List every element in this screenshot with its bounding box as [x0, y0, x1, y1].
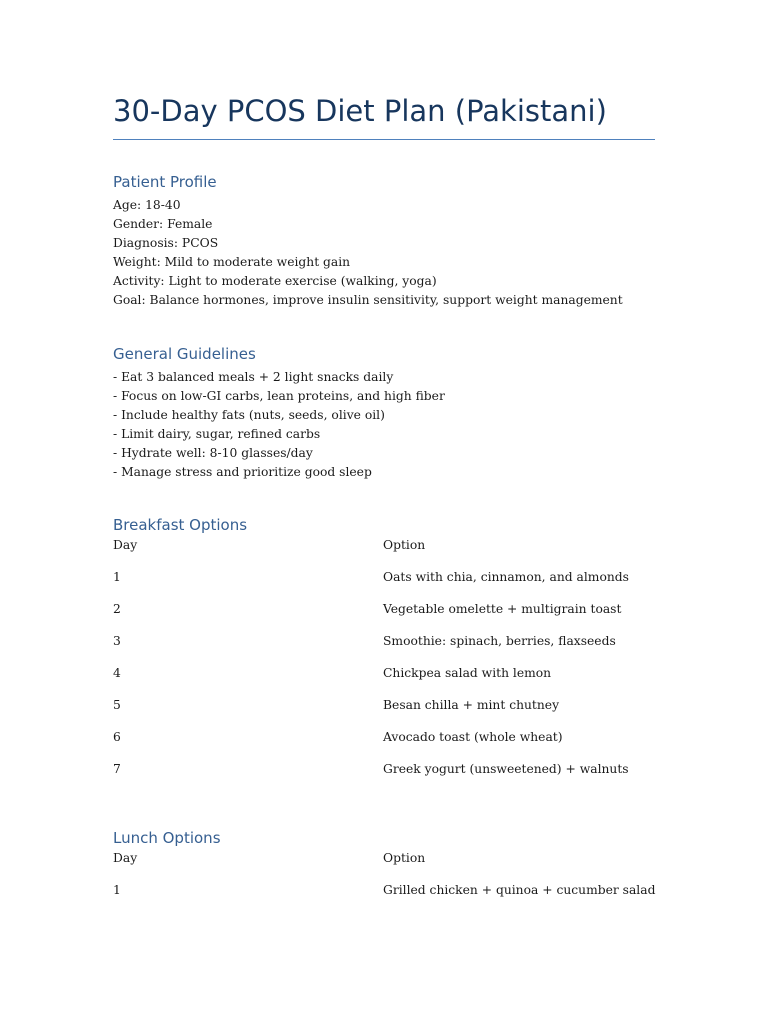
general-guidelines-section [113, 345, 655, 483]
lunch-options-section [113, 829, 655, 915]
lunch-options-heading: Lunch Options [113, 829, 221, 847]
profile-line: Diagnosis: PCOS [113, 236, 219, 251]
general-guidelines-list [113, 368, 655, 483]
option-cell: Smoothie: spinach, berries, flaxseeds [383, 634, 616, 648]
document-title: 30-Day PCOS Diet Plan (Pakistani) [113, 94, 607, 128]
table-row [113, 666, 655, 698]
patient-profile-heading: Patient Profile [113, 173, 217, 191]
day-cell: 6 [113, 730, 121, 744]
table-header-row [113, 851, 655, 883]
column-header-option: Option [383, 538, 426, 552]
guideline-line: - Include healthy fats (nuts, seeds, olive oil) [113, 408, 385, 423]
patient-profile-list [113, 196, 655, 311]
profile-line: Weight: Mild to moderate weight gain [113, 255, 351, 270]
day-cell: 5 [113, 698, 121, 712]
profile-line: Gender: Female [113, 217, 213, 232]
general-guidelines-heading: General Guidelines [113, 345, 256, 363]
option-cell: Vegetable omelette + multigrain toast [383, 602, 622, 616]
option-cell: Besan chilla + mint chutney [383, 698, 560, 712]
table-row [113, 602, 655, 634]
guideline-line: - Focus on low-GI carbs, lean proteins, and high fiber [113, 389, 445, 404]
table-row [113, 730, 655, 762]
breakfast-options-section [113, 516, 655, 794]
option-cell: Chickpea salad with lemon [383, 666, 552, 680]
day-cell: 1 [113, 570, 121, 584]
option-cell: Oats with chia, cinnamon, and almonds [383, 570, 629, 584]
column-header-option: Option [383, 851, 426, 865]
day-cell: 2 [113, 602, 121, 616]
breakfast-table [113, 538, 655, 794]
table-row [113, 762, 655, 794]
lunch-table [113, 851, 655, 915]
profile-line: Goal: Balance hormones, improve insulin sensitivity, support weight management [113, 293, 623, 308]
guideline-line: - Hydrate well: 8-10 glasses/day [113, 446, 313, 461]
table-row [113, 634, 655, 666]
table-row [113, 570, 655, 602]
day-cell: 3 [113, 634, 121, 648]
guideline-line: - Manage stress and prioritize good sleep [113, 465, 372, 480]
table-row [113, 883, 655, 915]
patient-profile-section [113, 173, 655, 311]
profile-line: Activity: Light to moderate exercise (walking, yoga) [113, 274, 437, 289]
table-header-row [113, 538, 655, 570]
option-cell: Avocado toast (whole wheat) [383, 730, 563, 744]
option-cell: Greek yogurt (unsweetened) + walnuts [383, 762, 629, 776]
day-cell: 4 [113, 666, 121, 680]
breakfast-options-heading: Breakfast Options [113, 516, 248, 534]
day-cell: 1 [113, 883, 121, 897]
table-row [113, 698, 655, 730]
guideline-line: - Eat 3 balanced meals + 2 light snacks daily [113, 370, 394, 384]
profile-line: Age: 18-40 [113, 198, 181, 212]
option-cell: Grilled chicken + quinoa + cucumber salad [383, 883, 656, 897]
guideline-line: - Limit dairy, sugar, refined carbs [113, 427, 321, 442]
title-divider [113, 139, 655, 140]
column-header-day: Day [113, 538, 138, 552]
day-cell: 7 [113, 762, 121, 776]
column-header-day: Day [113, 851, 138, 865]
